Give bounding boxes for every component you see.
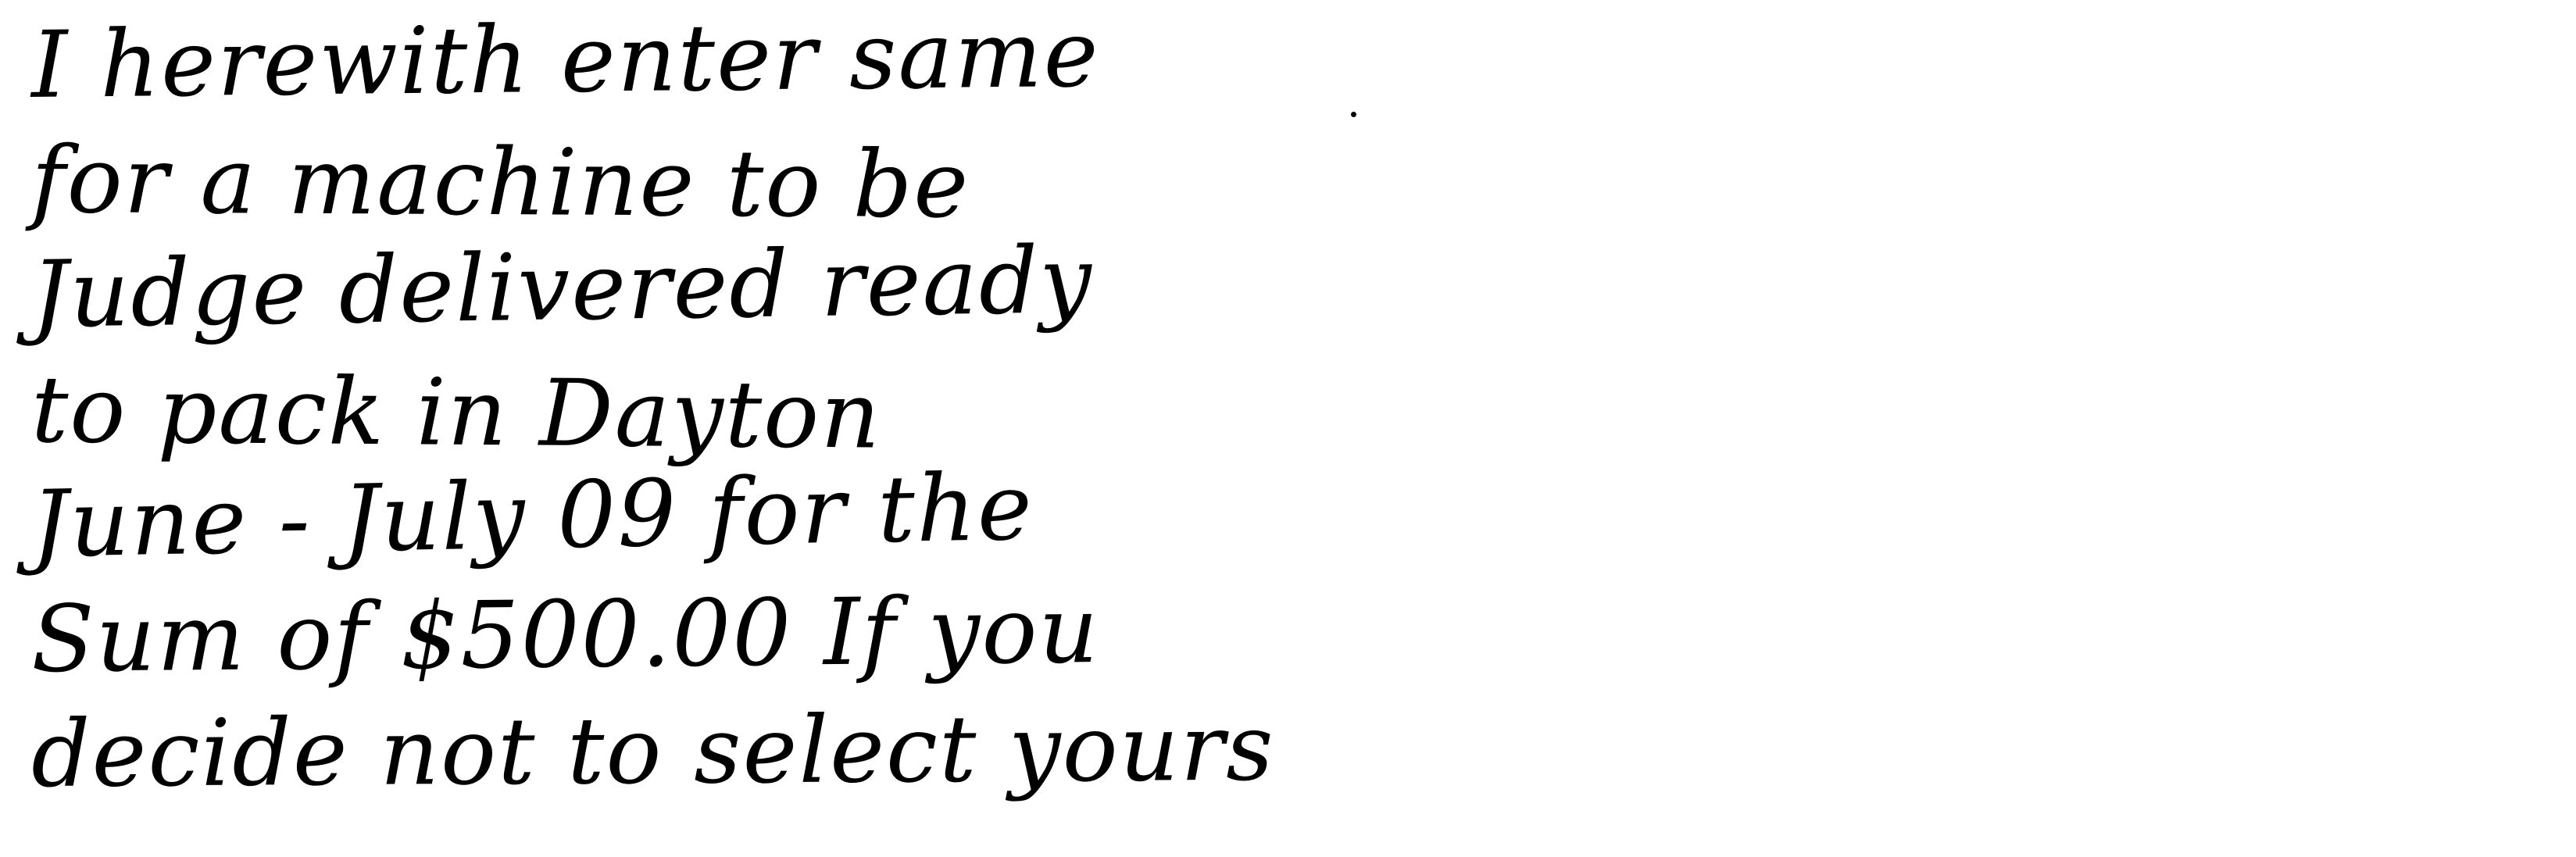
handwritten-line: for a machine to be	[30, 126, 970, 239]
handwritten-text-block	[30, 0, 1359, 812]
handwritten-line: decide not to select yours	[30, 693, 1275, 808]
handwritten-line: Sum of $500.00 If you	[30, 576, 1100, 693]
handwritten-line: Judge delivered ready	[30, 226, 1094, 348]
handwritten-line: June - July 09 for the	[30, 452, 1034, 578]
ink-speck	[1351, 112, 1356, 117]
handwritten-line: to pack in Dayton	[30, 355, 882, 470]
handwritten-line: I herewith enter same	[30, 0, 1101, 119]
